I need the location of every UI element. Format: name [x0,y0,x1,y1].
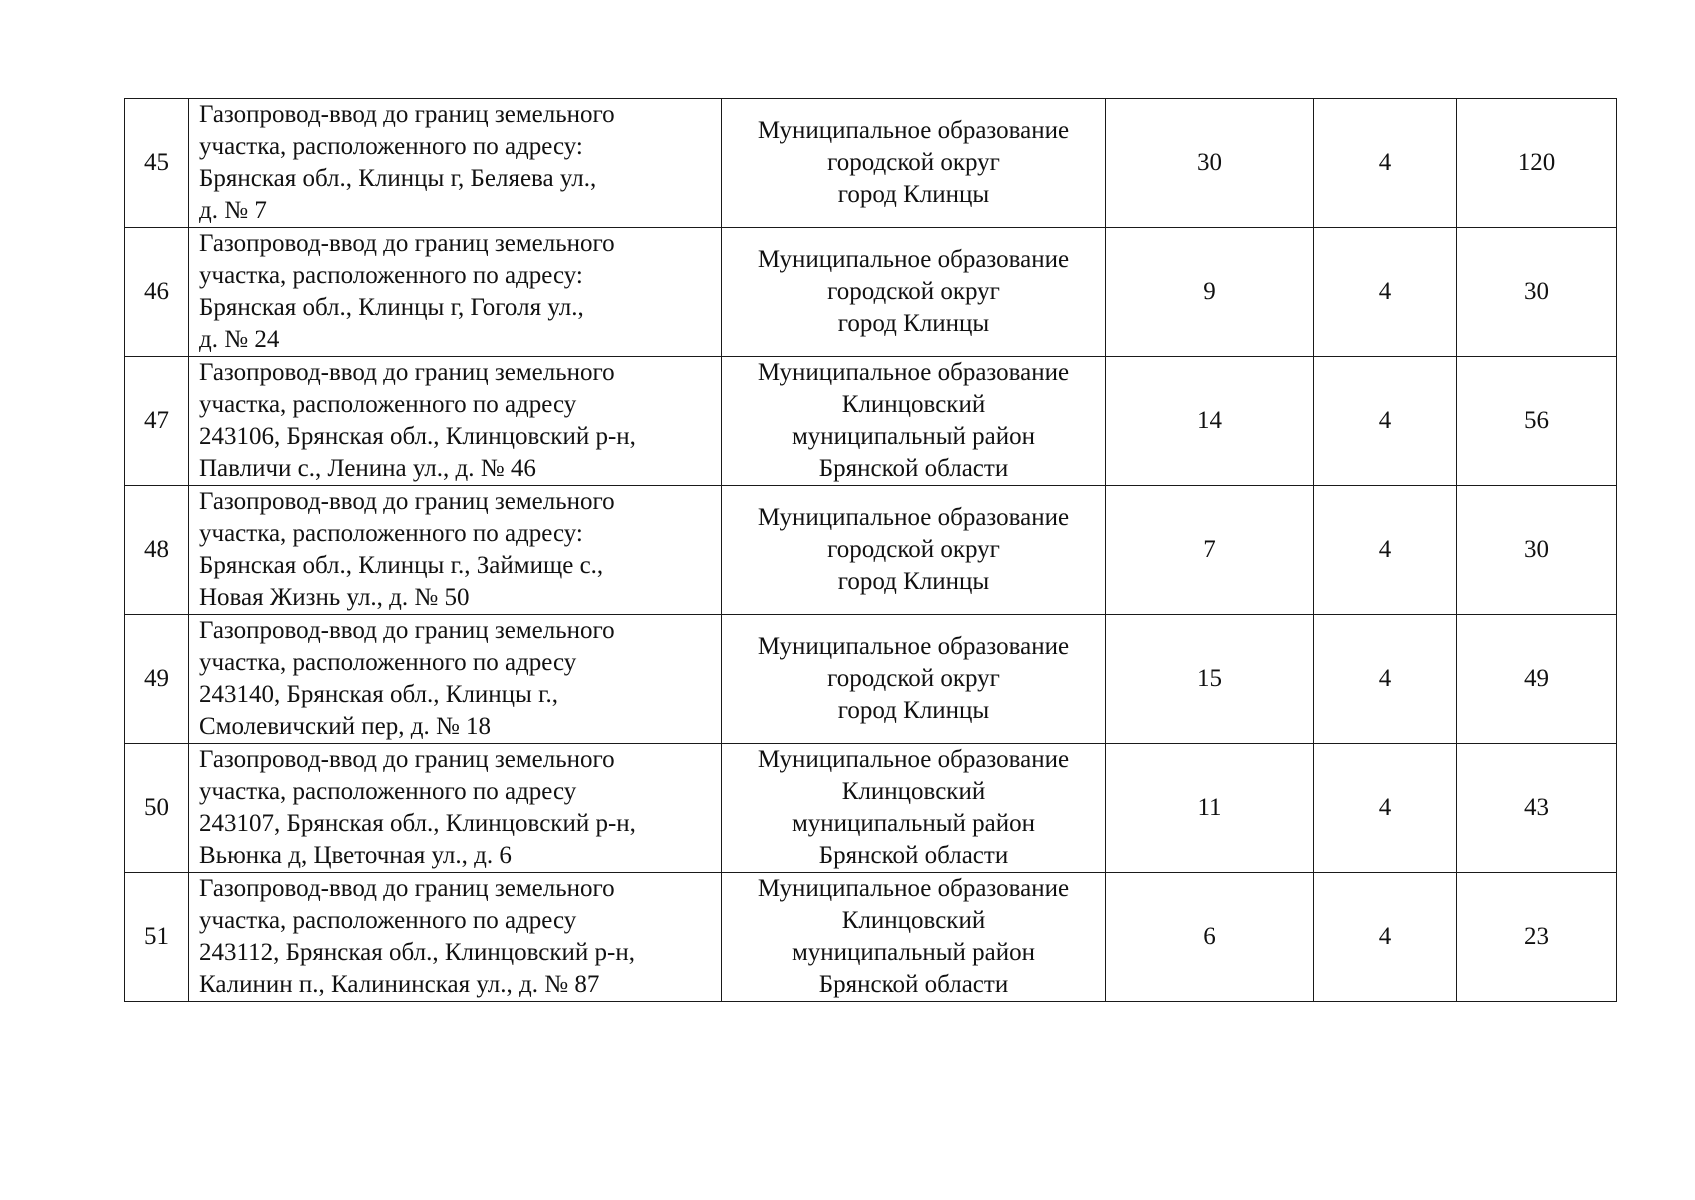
row-number-cell: 51 [125,873,189,1002]
value-cell: 30 [1457,486,1617,615]
row-number-cell: 45 [125,99,189,228]
length-cell: 9 [1106,228,1314,357]
object-name-line: участка, расположенного по адресу: [199,133,583,160]
gas-pipeline-table [124,98,1617,1002]
length-cell: 11 [1106,744,1314,873]
object-name-line: Калинин п., Калининская ул., д. № 87 [199,971,600,998]
table-row [125,744,1617,873]
owner-line: город Клинцы [837,181,990,208]
table-row [125,357,1617,486]
object-name-cell [189,99,722,228]
owner-line: городской округ [827,665,1000,692]
owner-line: Клинцовский [841,907,986,934]
row-number-cell: 50 [125,744,189,873]
length-cell: 6 [1106,873,1314,1002]
object-name-line: Новая Жизнь ул., д. № 50 [199,584,470,611]
object-name-line: 243112, Брянская обл., Клинцовский р-н, [199,939,635,966]
owner-line: город Клинцы [837,310,990,337]
value-cell: 120 [1457,99,1617,228]
owner-line: Муниципальное образование [757,633,1070,660]
diameter-cell: 4 [1314,228,1457,357]
diameter-cell: 4 [1314,615,1457,744]
object-name-line: Брянская обл., Клинцы г, Беляева ул., [199,165,597,192]
owner-line: муниципальный район [791,939,1036,966]
length-cell: 7 [1106,486,1314,615]
length-cell: 30 [1106,99,1314,228]
object-name-line: Газопровод-ввод до границ земельного [199,875,615,902]
object-name-line: Газопровод-ввод до границ земельного [199,488,615,515]
table-row [125,228,1617,357]
owner-cell [722,228,1106,357]
object-name-line: д. № 7 [199,197,267,224]
object-name-cell [189,744,722,873]
value-cell: 23 [1457,873,1617,1002]
object-name-cell [189,873,722,1002]
object-name-line: Газопровод-ввод до границ земельного [199,746,615,773]
owner-cell [722,873,1106,1002]
object-name-line: Брянская обл., Клинцы г., Займище с., [199,552,604,579]
owner-line: Муниципальное образование [757,504,1070,531]
diameter-cell: 4 [1314,357,1457,486]
diameter-cell: 4 [1314,873,1457,1002]
table-row [125,615,1617,744]
owner-line: Клинцовский [841,778,986,805]
owner-line: муниципальный район [791,423,1036,450]
value-cell: 56 [1457,357,1617,486]
object-name-line: участка, расположенного по адресу [199,907,577,934]
owner-cell [722,486,1106,615]
object-name-line: 243140, Брянская обл., Клинцы г., [199,681,559,708]
owner-line: Муниципальное образование [757,875,1070,902]
row-number-cell: 47 [125,357,189,486]
owner-line: Брянской области [818,455,1009,482]
object-name-line: Газопровод-ввод до границ земельного [199,617,615,644]
object-name-line: участка, расположенного по адресу [199,778,577,805]
owner-cell [722,357,1106,486]
owner-line: Муниципальное образование [757,746,1070,773]
object-name-cell [189,357,722,486]
length-cell: 14 [1106,357,1314,486]
object-name-line: Газопровод-ввод до границ земельного [199,359,615,386]
owner-line: Клинцовский [841,391,986,418]
object-name-line: Газопровод-ввод до границ земельного [199,101,615,128]
length-cell: 15 [1106,615,1314,744]
value-cell: 43 [1457,744,1617,873]
object-name-line: 243106, Брянская обл., Клинцовский р-н, [199,423,636,450]
owner-line: Муниципальное образование [757,359,1070,386]
owner-line: Брянской области [818,971,1009,998]
object-name-line: участка, расположенного по адресу [199,391,577,418]
owner-line: Муниципальное образование [757,117,1070,144]
owner-line: городской округ [827,278,1000,305]
object-name-line: Брянская обл., Клинцы г, Гоголя ул., [199,294,584,321]
owner-line: Брянской области [818,842,1009,869]
row-number-cell: 48 [125,486,189,615]
object-name-line: Вьюнка д, Цветочная ул., д. 6 [199,842,512,869]
object-name-line: 243107, Брянская обл., Клинцовский р-н, [199,810,636,837]
object-name-line: Павличи с., Ленина ул., д. № 46 [199,455,536,482]
row-number-cell: 46 [125,228,189,357]
owner-line: городской округ [827,536,1000,563]
diameter-cell: 4 [1314,744,1457,873]
value-cell: 49 [1457,615,1617,744]
object-name-cell [189,615,722,744]
owner-line: муниципальный район [791,810,1036,837]
diameter-cell: 4 [1314,99,1457,228]
object-name-line: участка, расположенного по адресу: [199,262,583,289]
table-body [125,99,1617,1002]
diameter-cell: 4 [1314,486,1457,615]
value-cell: 30 [1457,228,1617,357]
object-name-line: Смолевичский пер, д. № 18 [199,713,492,740]
object-name-cell [189,228,722,357]
owner-cell [722,615,1106,744]
object-name-line: участка, расположенного по адресу [199,649,577,676]
table-row [125,99,1617,228]
table-row [125,873,1617,1002]
object-name-line: участка, расположенного по адресу: [199,520,583,547]
owner-line: город Клинцы [837,697,990,724]
owner-line: городской округ [827,149,1000,176]
owner-line: город Клинцы [837,568,990,595]
object-name-cell [189,486,722,615]
table-row [125,486,1617,615]
row-number-cell: 49 [125,615,189,744]
owner-cell [722,99,1106,228]
object-name-line: д. № 24 [199,326,280,353]
object-name-line: Газопровод-ввод до границ земельного [199,230,615,257]
owner-cell [722,744,1106,873]
owner-line: Муниципальное образование [757,246,1070,273]
